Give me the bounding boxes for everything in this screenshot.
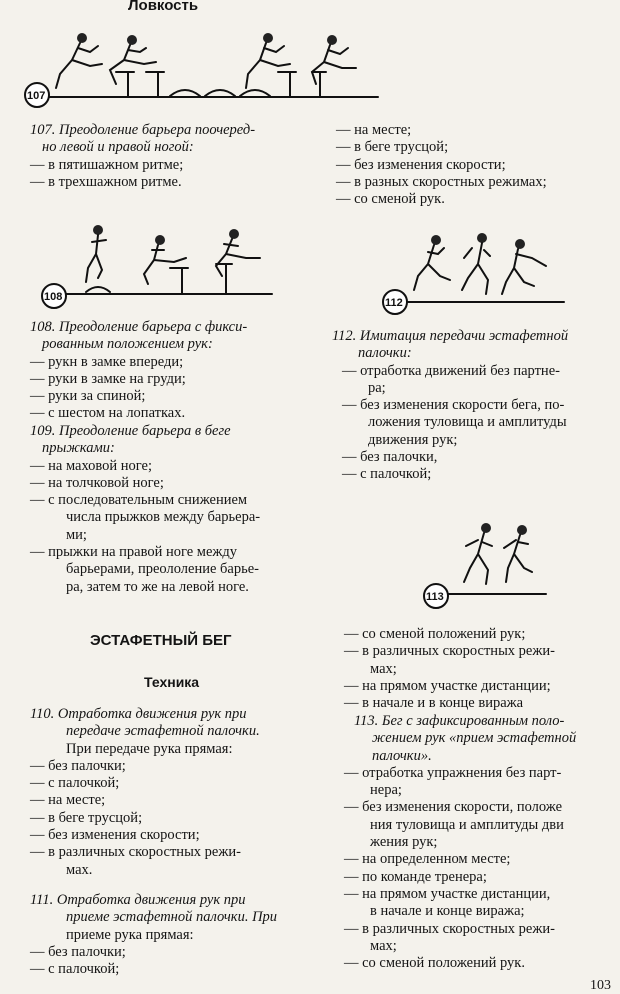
exercise-title-line: прыжками: <box>42 440 115 457</box>
list-item: — руки за спиной; <box>30 388 330 405</box>
list-item: — без изменения скорости бега, по- <box>332 397 618 414</box>
list-item: — на прямом участке дистанции; <box>344 678 620 695</box>
figure-108-illustration <box>36 218 276 310</box>
athlete-figure <box>504 525 532 582</box>
athlete-figure <box>312 35 356 84</box>
list-item: — со сменой положений рук; <box>344 626 620 643</box>
list-item: — с палочкой; <box>30 775 330 792</box>
list-item-continuation: мах; <box>370 660 397 677</box>
list-item: — в разных скоростных режимах; <box>336 174 616 191</box>
list-item: — с палочкой; <box>30 961 330 978</box>
list-continuation-top <box>336 122 616 208</box>
figure-113-illustration <box>420 516 550 610</box>
figure-number-badge <box>25 83 49 107</box>
hurdle <box>146 72 164 97</box>
list-item: — в беге трусцой; <box>30 810 330 827</box>
list-item: — на маховой ноге; <box>30 458 330 475</box>
subsection-heading: Техника <box>144 674 200 690</box>
list-item-continuation: мах; <box>370 937 397 954</box>
hurdle <box>170 268 188 294</box>
exercise-title-line: жением рук «прием эстафетной <box>372 730 577 747</box>
exercise-title-line: рованным положением рук: <box>42 336 213 353</box>
list-item: — в начале и в конце виража <box>344 695 620 712</box>
list-item: — со сменой положений рук. <box>344 955 620 972</box>
list-item-continuation: числа прыжков между барьера- <box>66 509 261 526</box>
hurdle <box>116 72 134 97</box>
exercise-110 <box>30 706 330 879</box>
athlete-figure <box>246 33 290 88</box>
list-item: — в беге трусцой; <box>336 139 616 156</box>
list-item: — с палочкой; <box>332 466 618 483</box>
list-item-continuation: ра; <box>368 379 386 396</box>
figure-number-badge <box>383 290 407 314</box>
list-item: — без изменения скорости; <box>30 827 330 844</box>
list-item: — на месте; <box>336 122 616 139</box>
figure-112-illustration <box>378 226 568 318</box>
list-item-continuation: ния туловища и амплитуды дви <box>370 816 564 833</box>
list-item: — в различных скоростных режи- <box>344 643 620 660</box>
list-continuation-bottom <box>344 626 620 712</box>
list-item-continuation: нера; <box>370 782 402 799</box>
exercise-title-line: 107. Преодоление барьера поочеред- <box>30 122 256 138</box>
list-item: — на толчковой ноге; <box>30 475 330 492</box>
exercise-title-line: 108. Преодоление барьера с фикси- <box>30 319 248 335</box>
list-item-continuation: в начале и конце виража; <box>370 903 525 920</box>
exercise-note: При передаче рука прямая: <box>66 740 233 757</box>
exercise-109 <box>30 423 330 596</box>
list-item: — прыжки на правой ноге между <box>30 544 330 561</box>
athlete-figure <box>464 523 492 584</box>
figure-number-badge <box>424 584 448 608</box>
athlete-figure <box>144 235 186 284</box>
athlete-figure <box>56 33 102 88</box>
list-item: — рукн в замке впереди; <box>30 354 330 371</box>
page-number: 103 <box>590 978 611 993</box>
list-item: — без палочки; <box>30 944 330 961</box>
list-item-continuation: барьерами, преололение барье- <box>66 561 259 578</box>
list-item: — без палочки; <box>30 758 330 775</box>
list-item: — отработка движений без партне- <box>332 363 618 380</box>
exercise-note: приеме рука прямая: <box>66 926 194 943</box>
figure-number: 107 <box>27 90 46 102</box>
list-item-continuation: мах. <box>66 861 93 878</box>
exercise-107 <box>30 122 330 191</box>
page-title: Ловкость <box>128 0 199 14</box>
list-item: — в трехшажном ритме. <box>30 174 330 191</box>
list-item-continuation: ложения туловища и амплитуды <box>368 414 567 431</box>
list-item: — с последовательным снижением <box>30 492 330 509</box>
list-item-continuation: ми; <box>66 526 87 543</box>
exercise-title-line: 113. Бег с зафиксированным поло- <box>354 713 565 729</box>
athlete-figure <box>216 229 260 276</box>
list-item: — на месте; <box>30 792 330 809</box>
list-item-continuation: ра, затем то же на левой ноге. <box>66 578 249 595</box>
hurdle <box>278 72 296 97</box>
figure-number: 112 <box>385 297 403 309</box>
exercise-title-line: приеме эстафетной палочки. При <box>66 909 278 926</box>
list-item: — по команде тренера; <box>344 869 620 886</box>
list-item-continuation: жения рук; <box>370 834 438 851</box>
list-item: — со сменой рук. <box>336 191 616 208</box>
exercise-title-line: передаче эстафетной палочки. <box>66 723 260 740</box>
exercise-title-line: 110. Отработка движения рук при <box>30 706 247 722</box>
athlete-figure <box>462 233 490 294</box>
exercise-title-line: палочки: <box>358 345 412 362</box>
list-item: — на прямом участке дистанции, <box>344 886 620 903</box>
list-item: — без палочки, <box>332 449 618 466</box>
figure-number-badge <box>42 284 66 308</box>
exercise-112 <box>332 328 618 484</box>
list-item: — на определенном месте; <box>344 851 620 868</box>
list-item: — с шестом на лопатках. <box>30 405 330 422</box>
exercise-title-line: 111. Отработка движения рук при <box>30 892 246 908</box>
list-item: — отработка упражнения без парт- <box>344 765 620 782</box>
list-item: — без изменения скорости; <box>336 157 616 174</box>
list-item-continuation: движения рук; <box>368 431 458 448</box>
athlete-figure <box>110 35 156 84</box>
list-item: — в различных скоростных режи- <box>30 844 330 861</box>
athlete-figure <box>86 225 106 282</box>
athlete-figure <box>502 239 546 294</box>
figure-number: 113 <box>426 591 444 603</box>
exercise-title-line: 112. Имитация передачи эстафетной <box>332 328 569 344</box>
section-heading: ЭСТАФЕТНЫЙ БЕГ <box>90 632 232 649</box>
figure-107-illustration <box>20 22 380 110</box>
exercise-111 <box>30 892 330 978</box>
exercise-title-line: 109. Преодоление барьера в беге <box>30 423 231 439</box>
figure-number: 108 <box>44 291 63 303</box>
athlete-figure <box>414 235 450 290</box>
exercise-title-line: палочки». <box>372 747 432 764</box>
list-item: — без изменения скорости, положе <box>344 799 620 816</box>
list-item: — в различных скоростных режи- <box>344 921 620 938</box>
list-item: — в пятишажном ритме; <box>30 157 330 174</box>
list-item: — руки в замке на груди; <box>30 371 330 388</box>
exercise-113 <box>344 713 620 972</box>
exercise-108 <box>30 319 330 423</box>
exercise-title-line: но левой и правой ногой: <box>42 139 194 156</box>
